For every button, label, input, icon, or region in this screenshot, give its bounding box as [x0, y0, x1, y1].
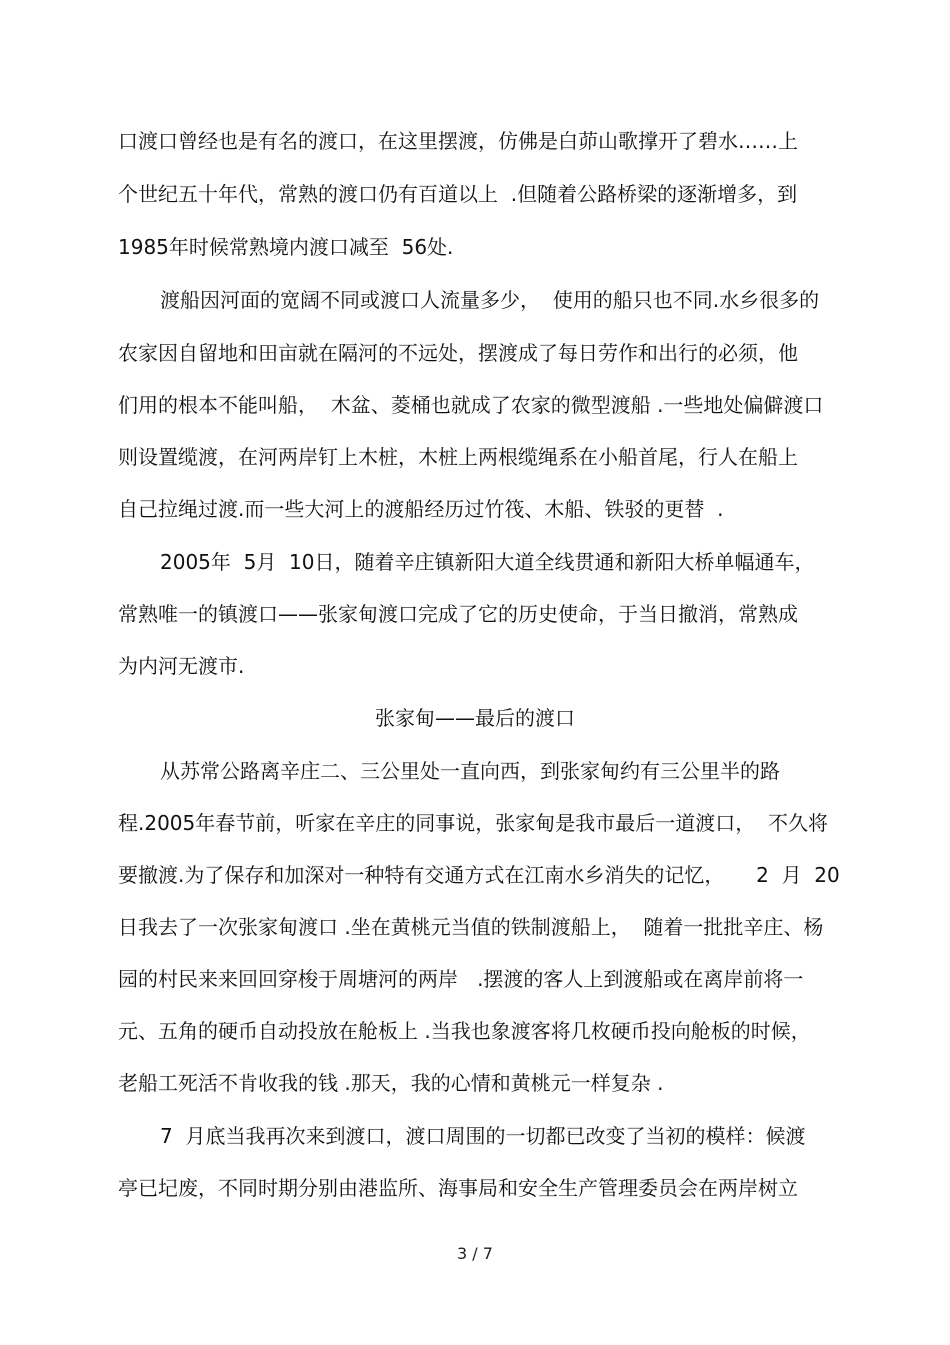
page-number: 3 / 7 — [457, 1244, 493, 1263]
paragraph-3-line-1: 2005年 5月 10日，随着辛庄镇新阳大道全线贯通和新阳大桥单幅通车， — [160, 550, 815, 574]
paragraph-5-line-2: 亭已圮废，不同时期分别由港监所、海事局和安全生产管理委员会在两岸树立 — [118, 1176, 798, 1200]
paragraph-4-line-5: 园的村民来来回回穿梭于周塘河的两岸 .摆渡的客人上到渡船或在离岸前将一 — [118, 967, 804, 991]
paragraph-3-line-2: 常熟唯一的镇渡口——张家甸渡口完成了它的历史使命，于当日撤消，常熟成 — [118, 602, 798, 626]
paragraph-2-line-4: 则设置缆渡，在河两岸钉上木桩，木桩上两根缆绳系在小船首尾，行人在船上 — [118, 445, 798, 469]
paragraph-1-line-1: 口渡口曾经也是有名的渡口，在这里摆渡，仿佛是白茆山歌撑开了碧水……上 — [118, 129, 798, 153]
paragraph-5-line-1: 7 月底当我再次来到渡口，渡口周围的一切都已改变了当初的模样：候渡 — [160, 1124, 806, 1148]
paragraph-2-line-1: 渡船因河面的宽阔不同或渡口人流量多少， 使用的船只也不同.水乡很多的 — [160, 288, 820, 312]
paragraph-4-line-2: 程.2005年春节前，听家在辛庄的同事说，张家甸是我市最后一道渡口， 不久将 — [118, 811, 828, 835]
section-title: 张家甸——最后的渡口 — [375, 706, 575, 730]
paragraph-4-line-3: 要撤渡.为了保存和加深对一种特有交通方式在江南水乡消失的记忆， 2 月 20 — [118, 863, 840, 887]
paragraph-2-line-2: 农家因自留地和田亩就在隔河的不远处，摆渡成了每日劳作和出行的必须，他 — [118, 341, 798, 365]
paragraph-1-line-2: 个世纪五十年代，常熟的渡口仍有百道以上 .但随着公路桥梁的逐渐增多，到 — [118, 182, 798, 206]
paragraph-2-line-3: 们用的根本不能叫船， 木盆、菱桶也就成了农家的微型渡船 .一些地处偏僻渡口 — [118, 393, 824, 417]
paragraph-2-line-5: 自己拉绳过渡.而一些大河上的渡船经历过竹筏、木船、铁驳的更替 . — [118, 497, 724, 521]
paragraph-3-line-3: 为内河无渡市. — [118, 654, 245, 678]
paragraph-4-line-1: 从苏常公路离辛庄二、三公里处一直向西，到张家甸约有三公里半的路 — [160, 759, 780, 783]
paragraph-4-line-4: 日我去了一次张家甸渡口 .坐在黄桃元当值的铁制渡船上， 随着一批批辛庄、杨 — [118, 915, 824, 939]
paragraph-1-line-3: 1985年时候常熟境内渡口减至 56处. — [118, 235, 454, 259]
paragraph-4-line-7: 老船工死活不肯收我的钱 .那天，我的心情和黄桃元一样复杂 . — [118, 1071, 664, 1095]
paragraph-4-line-6: 元、五角的硬币自动投放在舱板上 .当我也象渡客将几枚硬币投向舱板的时候， — [118, 1019, 811, 1043]
